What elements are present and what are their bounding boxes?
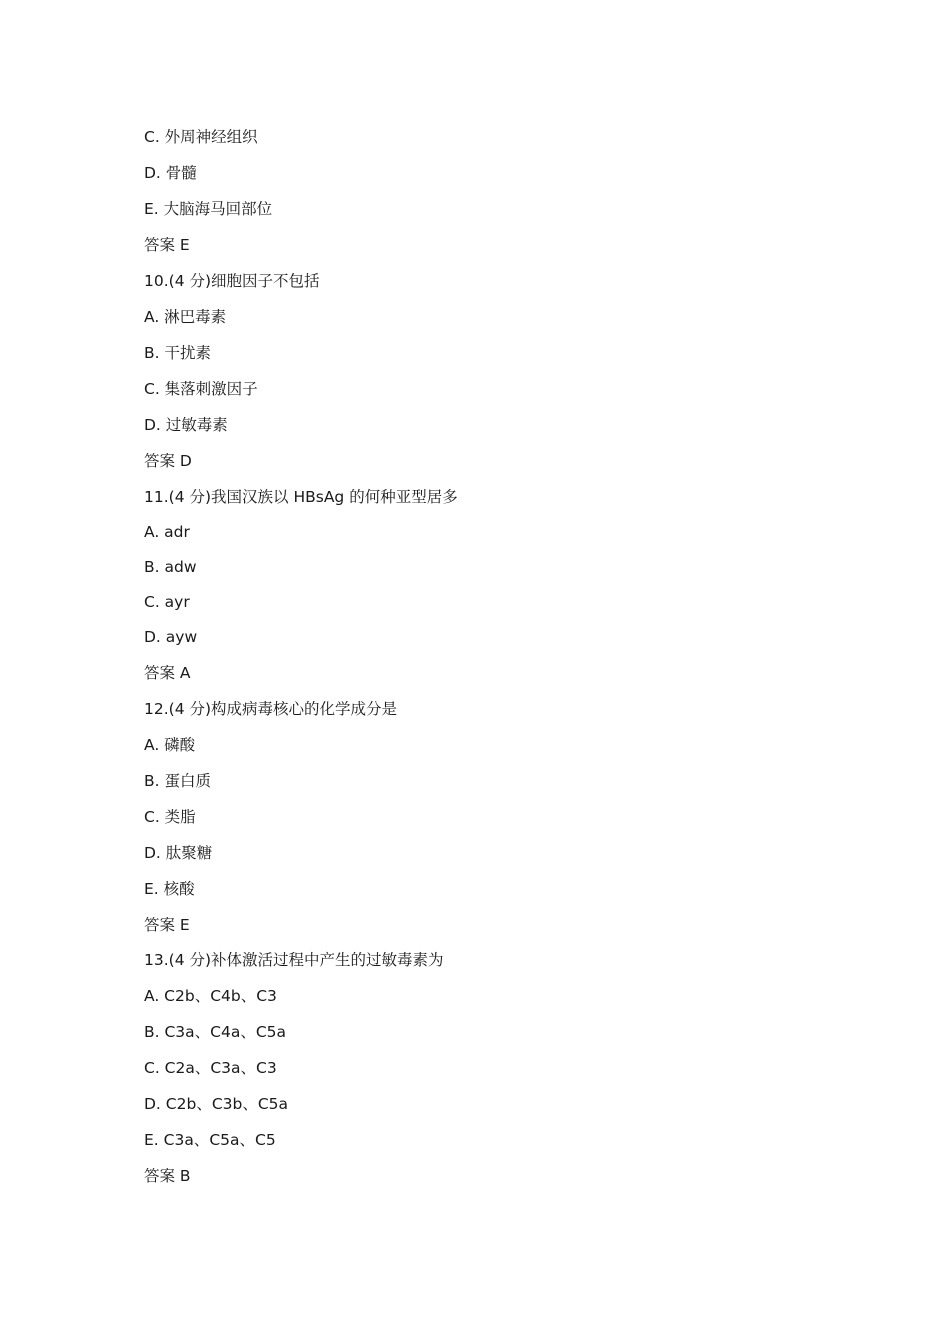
option-b-q10: B. 干扰素 (144, 344, 211, 362)
option-a-q13: A. C2b、C4b、C3 (144, 987, 277, 1005)
option-c-q12: C. 类脂 (144, 808, 196, 826)
option-e-q9: E. 大脑海马回部位 (144, 200, 273, 218)
question-13: 13.(4 分)补体激活过程中产生的过敏毒素为 (144, 951, 444, 969)
option-c-q13: C. C2a、C3a、C3 (144, 1059, 277, 1077)
option-d-q10: D. 过敏毒素 (144, 416, 228, 434)
option-b-q11: B. adw (144, 558, 197, 576)
option-d-q12: D. 肽聚糖 (144, 844, 213, 862)
option-c-q9: C. 外周神经组织 (144, 128, 258, 146)
answer-q12: 答案 E (144, 916, 190, 934)
option-d-q11: D. ayw (144, 628, 198, 646)
question-11: 11.(4 分)我国汉族以 HBsAg 的何种亚型居多 (144, 488, 458, 506)
option-b-q12: B. 蛋白质 (144, 772, 211, 790)
option-d-q13: D. C2b、C3b、C5a (144, 1095, 289, 1113)
question-12: 12.(4 分)构成病毒核心的化学成分是 (144, 700, 398, 718)
question-10: 10.(4 分)细胞因子不包括 (144, 272, 320, 290)
option-e-q13: E. C3a、C5a、C5 (144, 1131, 276, 1149)
option-a-q11: A. adr (144, 523, 190, 541)
answer-q13: 答案 B (144, 1167, 191, 1185)
answer-q9: 答案 E (144, 236, 190, 254)
answer-q11: 答案 A (144, 664, 191, 682)
option-a-q12: A. 磷酸 (144, 736, 196, 754)
option-b-q13: B. C3a、C4a、C5a (144, 1023, 287, 1041)
answer-q10: 答案 D (144, 452, 192, 470)
option-c-q11: C. ayr (144, 593, 190, 611)
option-a-q10: A. 淋巴毒素 (144, 308, 227, 326)
option-c-q10: C. 集落刺激因子 (144, 380, 258, 398)
option-d-q9: D. 骨髓 (144, 164, 197, 182)
option-e-q12: E. 核酸 (144, 880, 195, 898)
